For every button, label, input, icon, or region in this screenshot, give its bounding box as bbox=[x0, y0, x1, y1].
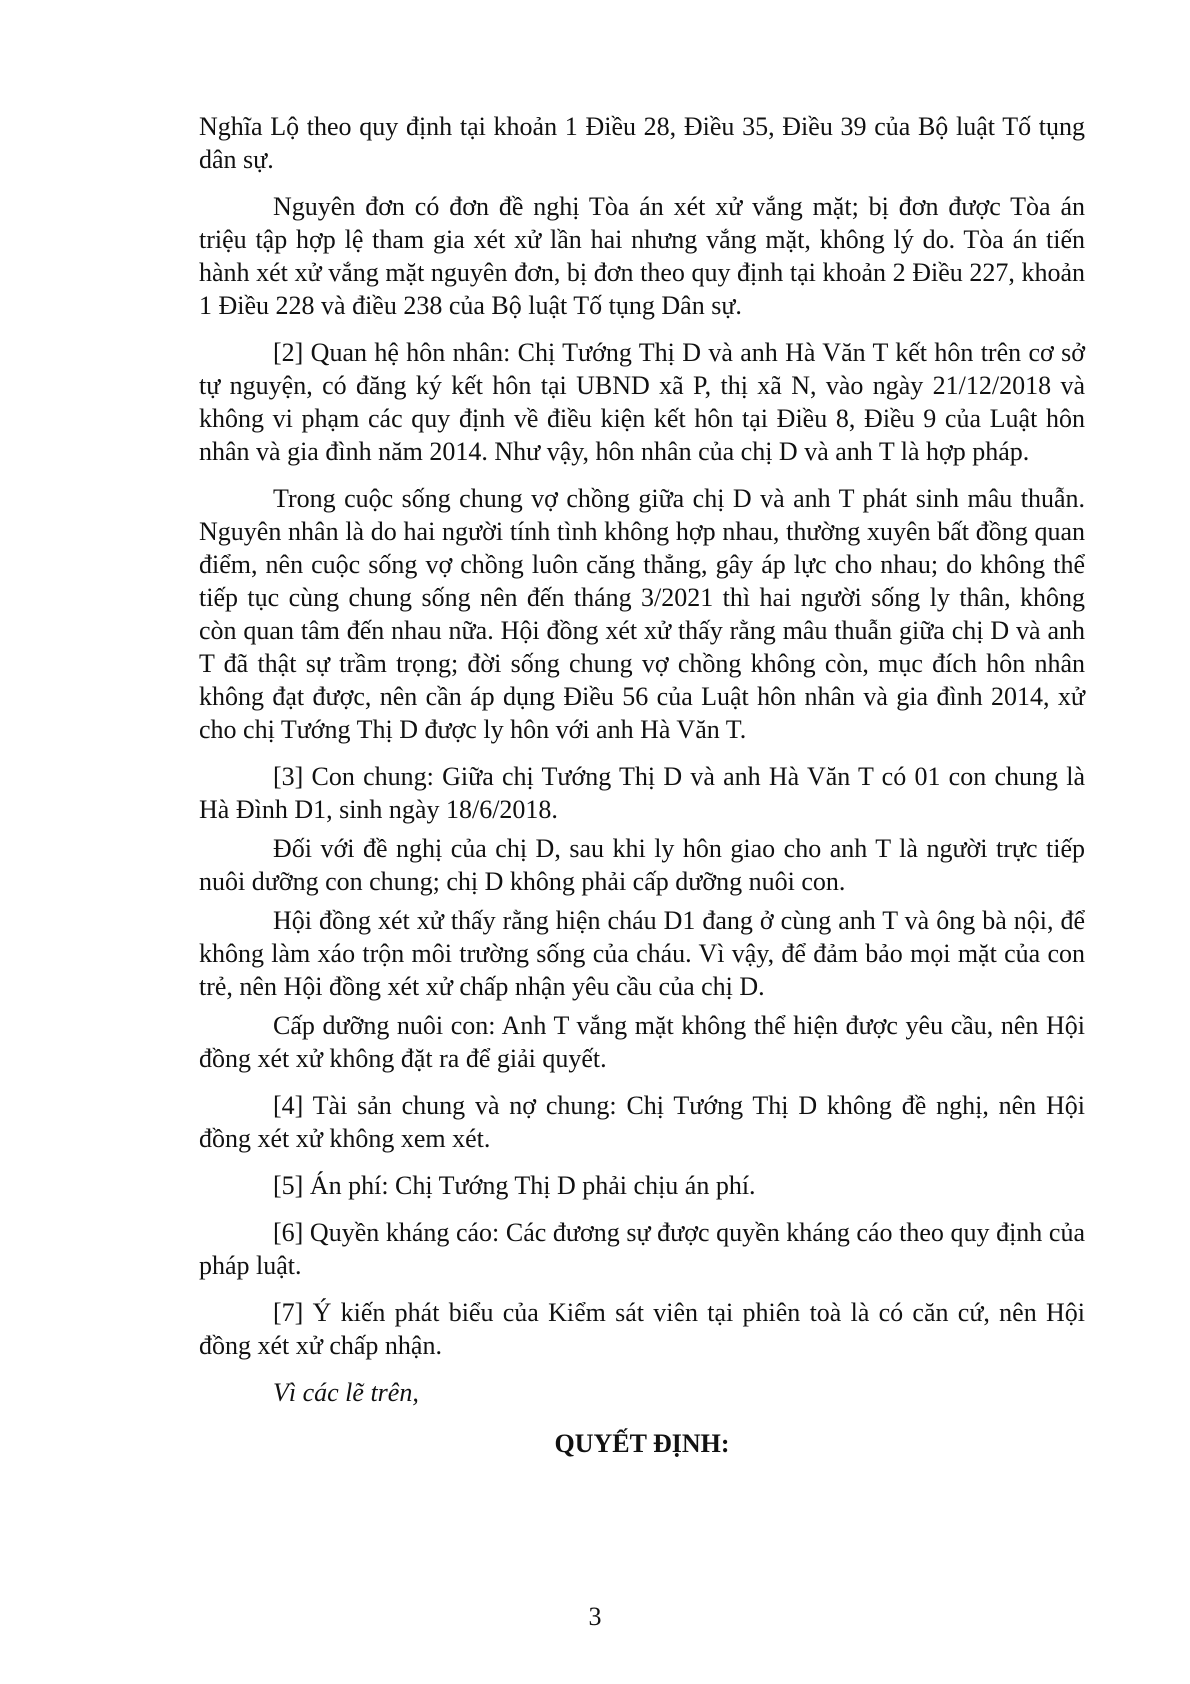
paragraph-court-fee: [5] Án phí: Chị Tướng Thị D phải chịu án phí. bbox=[273, 1171, 756, 1200]
page-number: 3 bbox=[588, 1602, 602, 1631]
paragraph-marital-conflict: Trong cuộc sống chung vợ chồng giữa chị D và anh T phát sinh mâu thuẫn. Nguyên nhân là do hai người tính tình không hợp nhau, thường xuyên bất đồng quan điểm, nên cuộc sống vợ chồng luôn căng thẳng, gây áp lực cho nhau; do không thể tiếp tục cùng chung sống nên đến tháng 3/2021 thì hai người sống ly thân, không còn quan tâm đến nhau nữa. Hội đồng xét xử thấy rằng mâu thuẫn giữa chị D và anh T đã thật sự trầm trọng; đời sống chung vợ chồng không còn, mục đích hôn nhân không đạt được, nên cần áp dụng Điều 56 của Luật hôn nhân và gia đình 2014, xử cho chị Tướng Thị D được ly hôn với anh Hà Văn T. bbox=[199, 484, 1085, 744]
decision-heading: QUYẾT ĐỊNH: bbox=[554, 1429, 730, 1458]
paragraph-prosecutor-opinion: [7] Ý kiến phát biểu của Kiểm sát viên tại phiên toà là có căn cứ, nên Hội đồng xét xử chấp nhận. bbox=[199, 1298, 1085, 1360]
document-body bbox=[199, 110, 1085, 1460]
paragraph-for-these-reasons: Vì các lẽ trên, bbox=[273, 1378, 419, 1407]
paragraph-child-custody-request: Đối với đề nghị của chị D, sau khi ly hôn giao cho anh T là người trực tiếp nuôi dưỡng con chung; chị D không phải cấp dưỡng nuôi con. bbox=[199, 834, 1085, 896]
paragraph-appeal-right: [6] Quyền kháng cáo: Các đương sự được quyền kháng cáo theo quy định của pháp luật. bbox=[199, 1218, 1085, 1280]
paragraph-absence-trial: Nguyên đơn có đơn đề nghị Tòa án xét xử vắng mặt; bị đơn được Tòa án triệu tập hợp lệ tham gia xét xử lần hai nhưng vắng mặt, không lý do. Tòa án tiến hành xét xử vắng mặt nguyên đơn, bị đơn theo quy định tại khoản 2 Điều 227, khoản 1 Điều 228 và điều 238 của Bộ luật Tố tụng Dân sự. bbox=[199, 192, 1085, 320]
paragraph-court-custody-decision: Hội đồng xét xử thấy rằng hiện cháu D1 đang ở cùng anh T và ông bà nội, để không làm xáo trộn môi trường sống của cháu. Vì vậy, để đảm bảo mọi mặt của con trẻ, nên Hội đồng xét xử chấp nhận yêu cầu của chị D. bbox=[199, 906, 1085, 1001]
paragraph-child-support: Cấp dưỡng nuôi con: Anh T vắng mặt không thể hiện được yêu cầu, nên Hội đồng xét xử không đặt ra để giải quyết. bbox=[199, 1011, 1085, 1073]
paragraph-common-property: [4] Tài sản chung và nợ chung: Chị Tướng Thị D không đề nghị, nên Hội đồng xét xử không xem xét. bbox=[199, 1091, 1085, 1153]
paragraph-common-child: [3] Con chung: Giữa chị Tướng Thị D và anh Hà Văn T có 01 con chung là Hà Đình D1, sinh ngày 18/6/2018. bbox=[199, 762, 1085, 824]
paragraph-marriage-relation: [2] Quan hệ hôn nhân: Chị Tướng Thị D và anh Hà Văn T kết hôn trên cơ sở tự nguyện, có đăng ký kết hôn tại UBND xã P, thị xã N, vào ngày 21/12/2018 và không vi phạm các quy định về điều kiện kết hôn tại Điều 8, Điều 9 của Luật hôn nhân và gia đình năm 2014. Như vậy, hôn nhân của chị D và anh T là hợp pháp. bbox=[199, 338, 1085, 466]
paragraph-legal-basis-continuation: Nghĩa Lộ theo quy định tại khoản 1 Điều 28, Điều 35, Điều 39 của Bộ luật Tố tụng dân sự. bbox=[199, 112, 1085, 174]
